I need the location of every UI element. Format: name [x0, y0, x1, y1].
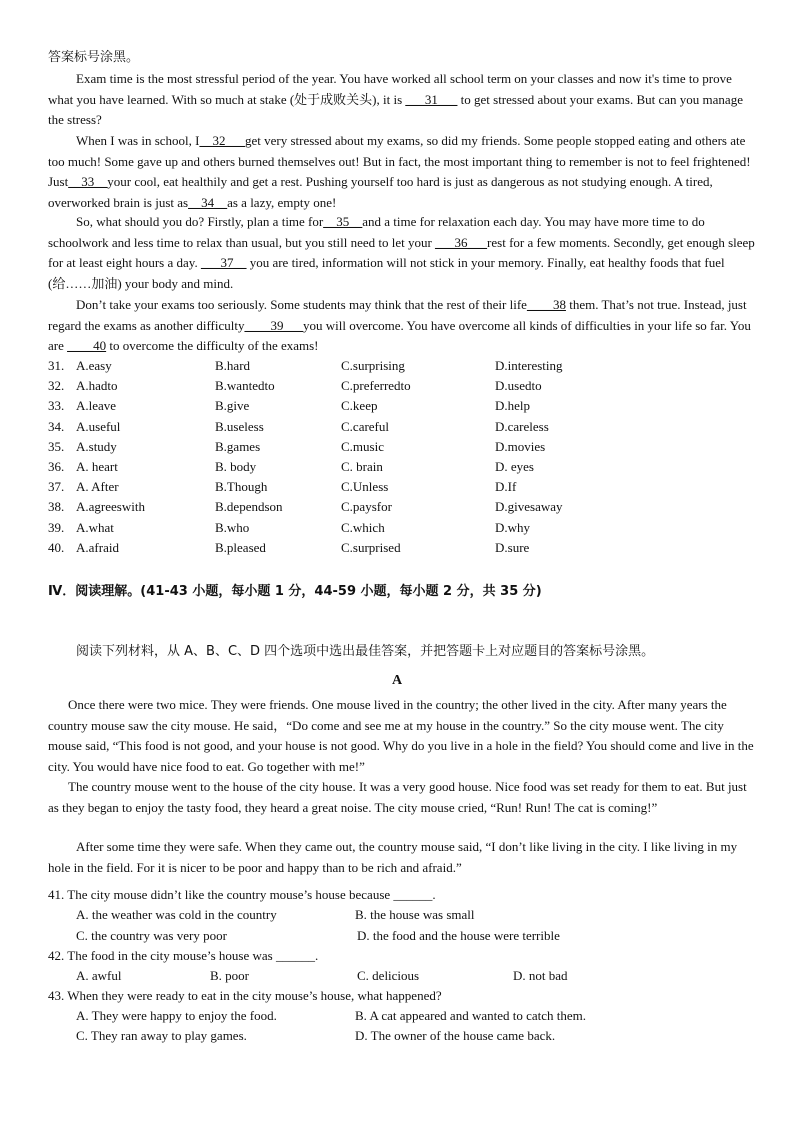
cloze-text: So, what should you do? Firstly, plan a time for — [76, 214, 324, 229]
question-43-stem: 43. When they were ready to eat in the city mouse’s house, what happened? — [48, 988, 442, 1003]
cloze-question-number: 39. — [48, 519, 65, 535]
cloze-text: your cool, eat healthily and get a rest. Pushing yourself too hard is just as dangerous as not studying enough. A tired, overworked brain is just as — [48, 174, 713, 210]
blank-33: __33__ — [68, 174, 108, 189]
cloze-text: When I was in school, I — [76, 133, 200, 148]
cloze-option-d: D.If — [495, 479, 517, 495]
question-43-option-d: D. The owner of the house came back. — [355, 1028, 556, 1043]
cloze-paragraph-1 — [48, 69, 756, 131]
cloze-text: as a lazy, empty one! — [227, 194, 337, 210]
cloze-question-number: 34. — [48, 418, 65, 434]
cloze-paragraph-4 — [48, 295, 756, 357]
cloze-text: and a time for relaxation each day. You may have more time to do schoolwork and less time to relax than usual, but you still need to let your — [48, 214, 705, 250]
question-43-option-b: B. A cat appeared and wanted to catch them. — [355, 1008, 587, 1023]
cloze-option-c: C.which — [341, 519, 385, 535]
cloze-question-number: 32. — [48, 378, 65, 394]
cloze-option-a: A. heart — [76, 459, 118, 474]
cloze-option-a: A.leave — [76, 398, 117, 414]
blank-37: ___37__ — [200, 255, 247, 270]
cloze-option-c: C.paysfor — [341, 499, 392, 515]
blank-36: ___36___ — [435, 234, 488, 250]
cloze-option-d: D.movies — [495, 438, 546, 454]
cloze-text: to get stressed about your exams. But can you manage the stress? — [48, 91, 743, 127]
cloze-question-number: 35. — [48, 438, 65, 454]
blank-34: __34__ — [188, 194, 228, 210]
cloze-option-b: B.Though — [215, 479, 268, 495]
cloze-option-a: A.hadto — [76, 378, 118, 394]
cloze-question-number: 38. — [48, 499, 65, 515]
cloze-option-d: D. eyes — [495, 459, 534, 474]
cloze-text: you are tired, information will not stick in your memory. Finally, eat healthy foods that fuel (给……加油) your body and mind. — [48, 255, 725, 291]
blank-38: ____38 — [526, 297, 566, 312]
passage-paragraph-2: The country mouse went to the house of the city house. It was a very good house. Nice food was set ready for them to eat. But just as they began to enjoy the tasty food, they heard a great noise. The city mouse cried, “Run! Run! The cat is coming!” — [48, 779, 747, 815]
cloze-paragraph-2 — [48, 131, 756, 213]
cloze-option-b: B.pleased — [215, 539, 266, 555]
cloze-question-number: 37. — [48, 479, 65, 495]
cloze-option-d: D.help — [495, 398, 531, 414]
cloze-option-a: A.useful — [76, 418, 121, 434]
passage-paragraph-1: Once there were two mice. They were friends. One mouse lived in the country; the other lived in the city. After many years the country mouse saw the city mouse. He said，“Do come and see me at my house in the country.” So the city mouse went. The city mouse said, “This food is not good, and your house is not good. Why do you live in a hole in the field? You should come and live in the city. You would have nice food to eat. Go together with me!” — [48, 697, 754, 774]
cloze-text: Exam time is the most stressful period of the year. You have worked all school term on your classes and now it's time to prove what you have learned. With so much at stake (处于成败关头), it is — [48, 71, 732, 107]
question-42-option-b: B. poor — [210, 968, 249, 983]
cloze-option-c: C.keep — [341, 398, 378, 414]
cloze-option-c: C.Unless — [341, 479, 389, 495]
cloze-option-c: C.careful — [341, 418, 390, 434]
question-42-option-d: D. not bad — [513, 968, 568, 983]
blank-32: __32___ — [199, 133, 245, 148]
cloze-option-d: D.usedto — [495, 378, 542, 394]
passage-paragraph-3: After some time they were safe. When they came out, the country mouse said, “I don’t like living in the city. I like living in my hole in the field. For it is nicer to be poor and happy than to be rich and afraid.” — [48, 839, 738, 875]
cloze-question-number: 40. — [48, 539, 65, 555]
cloze-text: them. That’s not true. Instead, just regard the exams as another difficulty — [48, 297, 747, 333]
passage-letter: A — [391, 673, 403, 688]
cloze-option-b: B.give — [215, 398, 250, 414]
blank-31: ___31___ — [405, 91, 458, 107]
cloze-option-b: B. body — [215, 459, 257, 474]
cloze-option-a: A.agreeswith — [76, 499, 145, 515]
cloze-text: get very stressed about my exams, so did my friends. Some people stopped eating and others ate too much! Some gave up and others burned themselves out! But in fact, the most important thing to remember is not to feel frightened! Just — [48, 133, 751, 189]
question-41-option-c: C. the country was very poor — [76, 928, 227, 943]
cloze-option-b: B.who — [215, 519, 250, 535]
cloze-option-b: B.dependson — [215, 499, 283, 515]
cloze-question-number: 36. — [48, 459, 65, 474]
cloze-option-a: A.study — [76, 438, 117, 454]
cloze-option-d: D.givesaway — [495, 499, 563, 515]
cloze-question-number: 33. — [48, 398, 65, 414]
question-43-option-c: C. They ran away to play games. — [76, 1028, 247, 1043]
cloze-option-c: C.music — [341, 438, 384, 454]
cloze-option-a: A.easy — [76, 358, 112, 373]
cloze-text: rest for a few moments. Secondly, get enough sleep for at least eight hours a day. — [48, 234, 755, 270]
cloze-option-b: B.hard — [215, 358, 251, 373]
cloze-option-c: C.surprising — [341, 358, 405, 373]
cloze-option-c: C.surprised — [341, 539, 401, 555]
instruction: 阅读下列材料，从 A、B、C、D 四个选项中选出最佳答案，并把答题卡上对应题目的答案标号涂黑。 — [76, 644, 655, 659]
cloze-question-number: 31. — [48, 358, 65, 373]
cloze-text: Don’t take your exams too seriously. Some students may think that the rest of their life — [76, 297, 527, 312]
top-line: 答案标号涂黑。 — [48, 50, 140, 65]
cloze-paragraph-3 — [48, 212, 756, 294]
blank-35: __35__ — [323, 214, 363, 229]
cloze-option-b: B.useless — [215, 418, 264, 434]
cloze-text: you will overcome. You have overcome all kinds of difficulties in your life so far. You are — [48, 317, 751, 353]
cloze-option-d: D.sure — [495, 539, 530, 555]
question-42-option-c: C. delicious — [357, 968, 420, 983]
blank-40: ____40 — [67, 338, 107, 353]
question-42-stem: 42. The food in the city mouse’s house was ______. — [48, 948, 319, 963]
cloze-option-b: B.games — [215, 438, 261, 454]
cloze-option-a: A.what — [76, 519, 114, 535]
cloze-text: to overcome the difficulty of the exams! — [106, 338, 319, 353]
section-heading: Ⅳ．阅读理解。(41-43 小题，每小题 1 分，44-59 小题，每小题 2 分，共 35 分) — [48, 584, 542, 599]
cloze-option-d: D.why — [495, 519, 531, 535]
cloze-option-a: A. After — [76, 479, 119, 495]
blank-39: ____39___ — [244, 317, 303, 333]
question-42-option-a: A. awful — [76, 968, 122, 983]
question-41-option-b: B. the house was small — [355, 907, 475, 922]
cloze-option-b: B.wantedto — [215, 378, 275, 394]
question-41-stem: 41. The city mouse didn’t like the country mouse’s house because ______. — [48, 887, 436, 902]
cloze-option-a: A.afraid — [76, 539, 119, 555]
cloze-option-d: D.careless — [495, 418, 549, 434]
question-41-option-a: A. the weather was cold in the country — [76, 907, 277, 922]
cloze-option-c: C.preferredto — [341, 378, 411, 394]
cloze-option-c: C. brain — [341, 459, 383, 474]
question-41-option-d: D. the food and the house were terrible — [357, 928, 560, 943]
cloze-option-d: D.interesting — [495, 358, 563, 373]
question-43-option-a: A. They were happy to enjoy the food. — [76, 1008, 277, 1023]
